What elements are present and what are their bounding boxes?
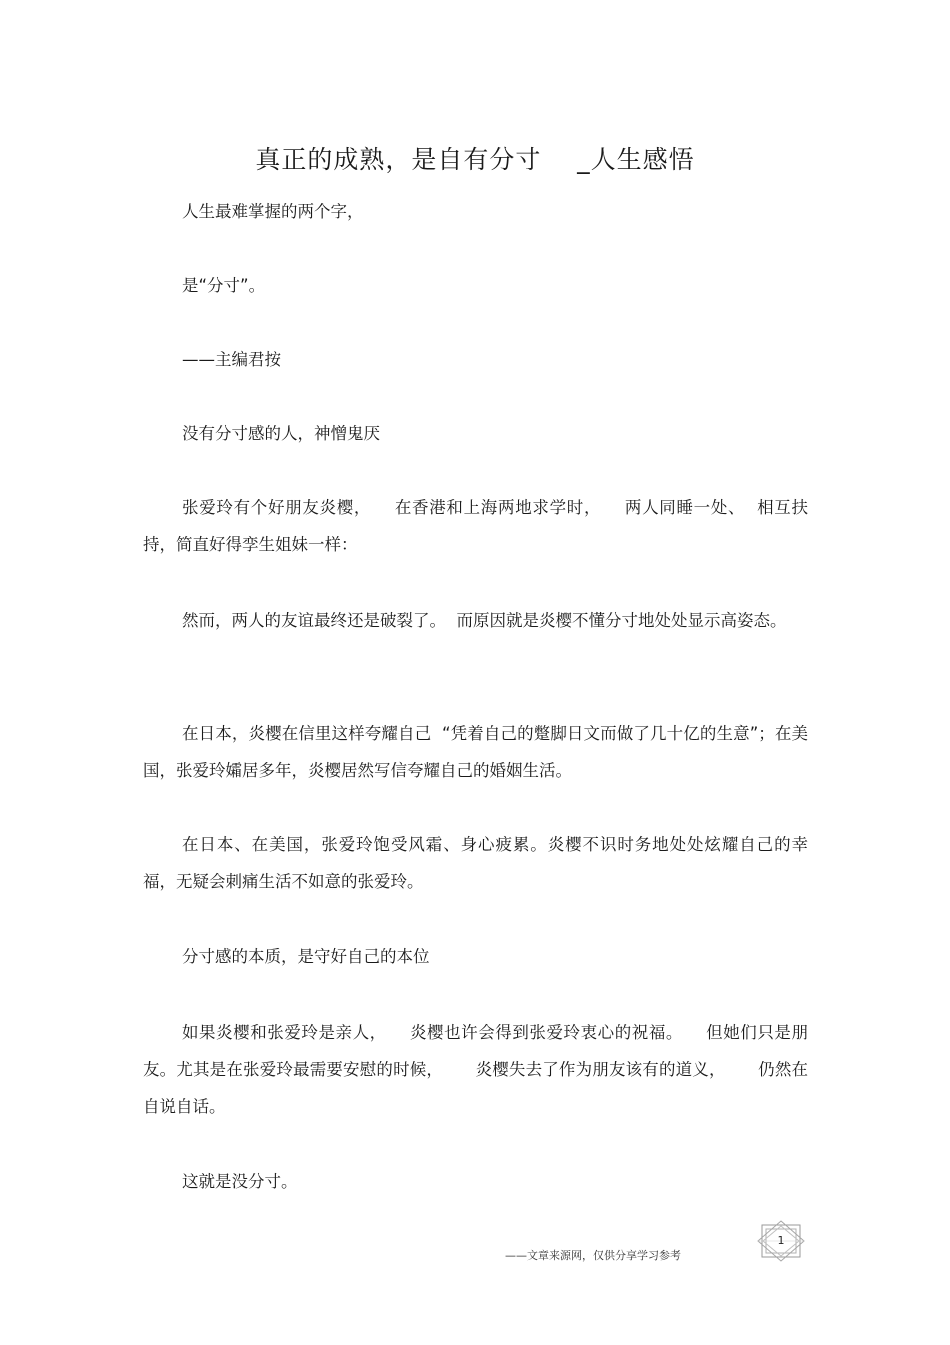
- page-number-badge: [756, 1220, 806, 1262]
- document-title: 真正的成熟，是自有分寸 _人生感悟: [255, 145, 695, 174]
- paragraph-5: 张爱玲有个好朋友炎樱， 在香港和上海两地求学时， 两人同睡一处、 相互扶持，简直好得孪生姐妹一样：: [143, 498, 808, 554]
- paragraph-10: 如果炎樱和张爱玲是亲人， 炎樱也许会得到张爱玲衷心的祝福。 但她们只是朋友。尤其是在张爱玲最需要安慰的时候， 炎樱失去了作为朋友该有的道义， 仍然在自说自话。: [143, 1023, 808, 1116]
- section-heading-2: 分寸感的本质，是守好自己的本位: [182, 947, 430, 966]
- paragraph-2: 是“分寸”。: [182, 276, 266, 295]
- paragraph-1: 人生最难掌握的两个字，: [182, 202, 364, 221]
- paragraph-6: 然而，两人的友谊最终还是破裂了。 而原因就是炎樱不懂分寸地处处显示高姿态。: [182, 611, 787, 630]
- footer-source-note: ——文章来源网，仅供分享学习参考: [505, 1249, 681, 1262]
- section-heading-1: 没有分寸感的人，神憎鬼厌: [182, 424, 380, 443]
- paragraph-7: 在日本，炎樱在信里这样夸耀自己 “凭着自己的蹩脚日文而做了几十亿的生意”；在美国，张爱玲孀居多年，炎樱居然写信夸耀自己的婚姻生活。: [143, 724, 808, 780]
- paragraph-8: 在日本、在美国，张爱玲饱受风霜、身心疲累。炎樱不识时务地处处炫耀自己的幸福，无疑会刺痛生活不如意的张爱玲。: [143, 835, 808, 891]
- paragraph-11: 这就是没分寸。: [182, 1172, 298, 1191]
- paragraph-3: ——主编君按: [182, 350, 281, 369]
- page-number: 1: [777, 1234, 785, 1247]
